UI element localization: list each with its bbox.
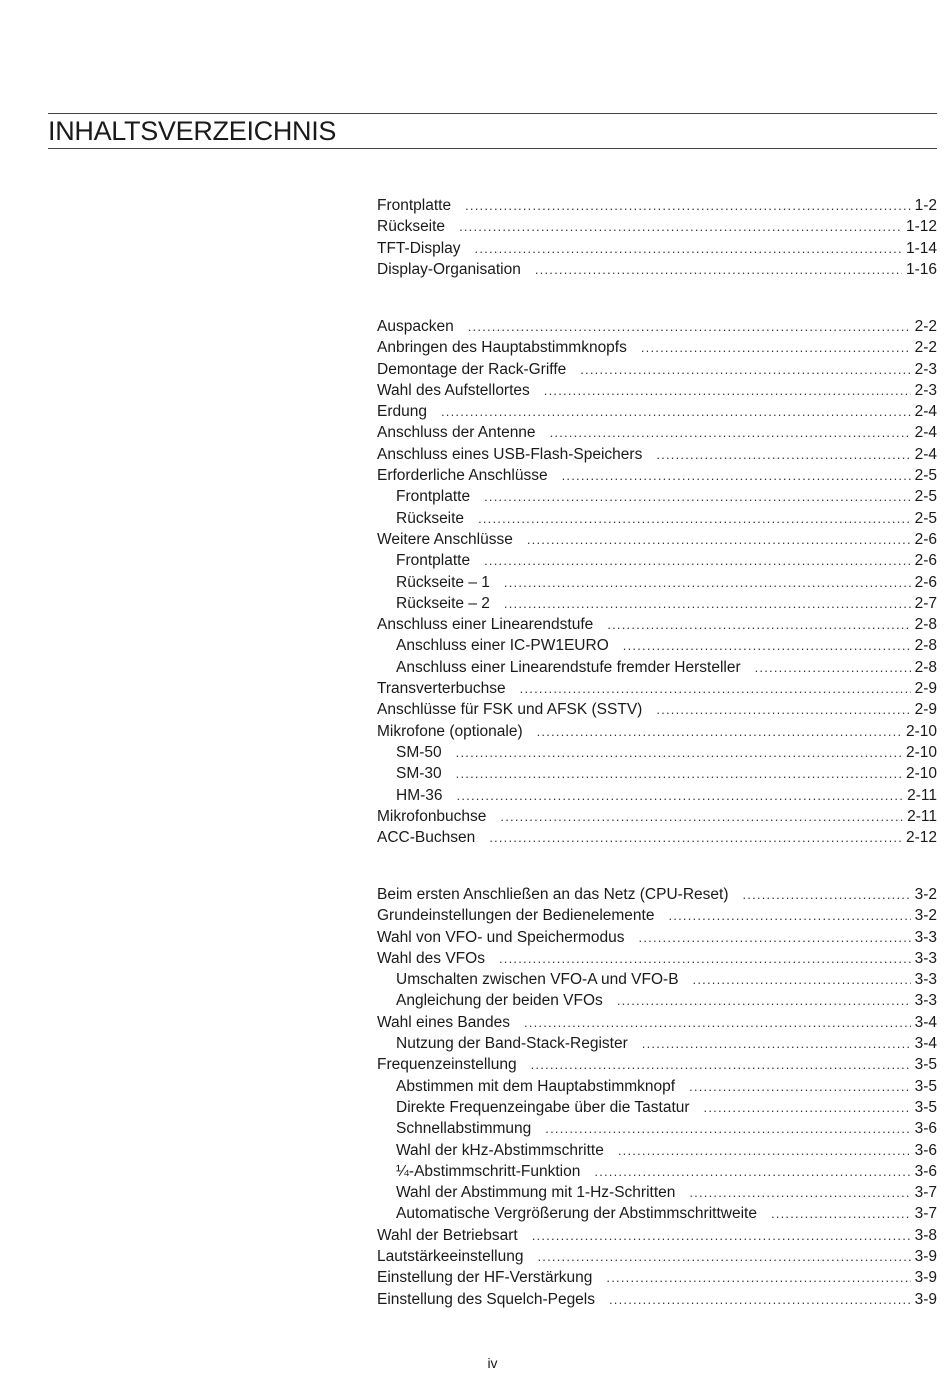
toc-dot-leader — [689, 1076, 910, 1097]
title-block — [48, 113, 937, 149]
toc-entry-page: 2-9 — [914, 680, 937, 698]
toc-entry[interactable] — [377, 1267, 937, 1288]
toc-entry-label: Wahl des Aufstellortes — [377, 381, 530, 399]
toc-dot-leader — [484, 486, 910, 507]
toc-dot-leader — [532, 1225, 911, 1246]
toc-entry-label: Anbringen des Hauptabstimmknopfs — [377, 339, 627, 357]
toc-entry-page: 2-2 — [914, 339, 937, 357]
toc-entry[interactable] — [377, 444, 937, 465]
toc-entry-label: Anschluss einer Linearendstufe fremder Hersteller — [396, 658, 741, 676]
toc-entry[interactable] — [377, 422, 937, 443]
toc-dot-leader — [500, 806, 903, 827]
toc-entry-page: 1-14 — [905, 239, 937, 257]
toc-entry[interactable] — [377, 401, 937, 422]
toc-entry-label: Auspacken — [377, 318, 454, 335]
toc-entry-label: Lautstärkeeinstellung — [377, 1248, 524, 1266]
toc-entry[interactable] — [377, 827, 937, 848]
toc-dot-leader — [531, 1054, 911, 1075]
toc-entry-page: 3-2 — [914, 907, 937, 925]
toc-subentry[interactable] — [377, 593, 937, 614]
toc-entry-label: Frontplatte — [396, 488, 471, 506]
toc-entry-page: 3-3 — [914, 971, 937, 989]
toc-entry[interactable] — [377, 699, 937, 720]
toc-entry-page: 2-12 — [905, 829, 937, 847]
toc-dot-leader — [535, 259, 902, 280]
toc-entry-label: Anschluss einer IC-PW1EURO — [396, 637, 609, 655]
toc-entry[interactable] — [377, 1289, 937, 1310]
toc-entry-page: 2-4 — [914, 403, 937, 421]
toc-entry-page: 3-7 — [914, 1205, 937, 1223]
toc-entry[interactable] — [377, 1225, 937, 1246]
toc-entry-page: 2-4 — [914, 445, 937, 463]
toc-dot-leader — [468, 316, 911, 337]
toc-entry[interactable] — [377, 529, 937, 550]
toc-dot-leader — [656, 444, 910, 465]
toc-entry[interactable] — [377, 465, 937, 486]
toc-entry-page: 3-9 — [914, 1290, 937, 1308]
toc-entry-page: 1-2 — [914, 197, 937, 214]
toc-dot-leader — [524, 1012, 911, 1033]
toc-dot-leader — [623, 635, 911, 656]
toc-entry-label: Demontage der Rack-Griffe — [377, 360, 567, 378]
toc-entry-page: 2-4 — [914, 424, 937, 442]
toc-subentry[interactable] — [377, 1203, 937, 1224]
toc-entry-label: Rückseite – 1 — [396, 573, 490, 591]
toc-entry-label: Schnellabstimmung — [396, 1120, 532, 1138]
toc-dot-leader — [618, 1140, 911, 1161]
toc-entry[interactable] — [377, 216, 937, 237]
toc-entry-label: Wahl von VFO- und Speichermodus — [377, 928, 625, 946]
toc-entry-label: Frontplatte — [396, 552, 471, 570]
toc-entry-page: 3-6 — [914, 1141, 937, 1159]
toc-entry-label: HM-36 — [396, 786, 443, 804]
toc-entry-page: 2-2 — [914, 318, 937, 335]
toc-dot-leader — [689, 1182, 910, 1203]
toc-subentry[interactable] — [377, 635, 937, 656]
toc-entry-page: 2-10 — [905, 765, 937, 783]
toc-entry-label: Mikrofonbuchse — [377, 807, 487, 825]
toc-section-1 — [377, 195, 937, 280]
toc-entry-label: Wahl der Betriebsart — [377, 1226, 518, 1244]
toc-entry-label: Umschalten zwischen VFO-A und VFO-B — [396, 971, 679, 989]
toc-entry-page: 2-5 — [914, 467, 937, 485]
toc-entry-label: TFT-Display — [377, 239, 461, 257]
toc-entry-label: Rückseite – 2 — [396, 594, 490, 612]
toc-section-2 — [377, 316, 937, 848]
toc-subentry[interactable] — [377, 486, 937, 507]
toc-entry-page: 2-5 — [914, 488, 937, 506]
toc-dot-leader — [538, 1246, 911, 1267]
toc-dot-leader — [465, 195, 910, 216]
toc-entry-label: Frontplatte — [377, 197, 452, 214]
toc-subentry[interactable] — [377, 508, 937, 529]
toc-entry-label: Einstellung der HF-Verstärkung — [377, 1269, 593, 1287]
toc-dot-leader — [594, 1161, 910, 1182]
toc-dot-leader — [537, 721, 902, 742]
toc-entry-label: Beim ersten Anschließen an das Netz (CPU-Reset) — [377, 886, 729, 903]
toc-dot-leader — [742, 884, 910, 905]
toc-subentry[interactable] — [377, 990, 937, 1011]
toc-subentry[interactable] — [377, 969, 937, 990]
toc-entry-label: Display-Organisation — [377, 260, 521, 278]
toc-subentry[interactable] — [377, 1140, 937, 1161]
toc-dot-leader — [617, 990, 911, 1011]
toc-entry-page: 3-3 — [914, 949, 937, 967]
toc-entry-label: Nutzung der Band-Stack-Register — [396, 1035, 628, 1053]
toc-dot-leader — [520, 678, 911, 699]
toc-entry-page: 2-6 — [914, 573, 937, 591]
toc-entry-page: 2-8 — [914, 637, 937, 655]
toc-entry-label: Frequenzeinstellung — [377, 1056, 517, 1074]
toc-entry-page: 3-3 — [914, 928, 937, 946]
toc-entry-page: 2-7 — [914, 594, 937, 612]
toc-entry[interactable] — [377, 614, 937, 635]
toc-dot-leader — [504, 572, 911, 593]
toc-entry-page: 3-4 — [914, 1013, 937, 1031]
toc-entry-page: 2-8 — [914, 616, 937, 634]
toc-dot-leader — [771, 1203, 911, 1224]
toc-subentry[interactable] — [377, 742, 937, 763]
toc-subentry[interactable] — [377, 1033, 937, 1054]
toc-dot-leader — [606, 1267, 910, 1288]
toc-subentry[interactable] — [377, 785, 937, 806]
page-number: iv — [487, 1355, 498, 1371]
toc-entry-page: 2-9 — [914, 701, 937, 719]
toc-dot-leader — [504, 593, 911, 614]
toc-entry-label: Wahl der Abstimmung mit 1-Hz-Schritten — [396, 1184, 676, 1202]
toc-entry-page: 1-12 — [905, 218, 937, 236]
toc-dot-leader — [457, 785, 904, 806]
toc-entry-label: SM-50 — [396, 743, 442, 761]
toc-dot-leader — [478, 508, 911, 529]
toc-entry-label: Erforderliche Anschlüsse — [377, 467, 548, 485]
toc-entry-label: Mikrofone (optionale) — [377, 722, 523, 740]
toc-entry-label: Wahl der kHz-Abstimmschritte — [396, 1141, 604, 1159]
toc-dot-leader — [562, 465, 911, 486]
toc-entry-label: Direkte Frequenzeingabe über die Tastatur — [396, 1098, 690, 1116]
toc-entry-page: 2-11 — [907, 786, 937, 804]
toc-entry-label: ACC-Buchsen — [377, 829, 476, 847]
toc-entry-label: Automatische Vergrößerung der Abstimmschrittweite — [396, 1205, 757, 1223]
toc-entry-page: 3-6 — [914, 1120, 937, 1138]
toc-entry[interactable] — [377, 927, 937, 948]
toc-entry-page: 3-5 — [914, 1098, 937, 1116]
toc-dot-leader — [693, 969, 911, 990]
toc-entry-label: SM-30 — [396, 765, 442, 783]
toc-subentry[interactable] — [377, 550, 937, 571]
toc-entry[interactable] — [377, 259, 937, 280]
toc-entry-page: 3-2 — [914, 886, 937, 903]
toc-subentry[interactable] — [377, 1097, 937, 1118]
toc-dot-leader — [668, 905, 910, 926]
toc-entry-page: 2-6 — [914, 530, 937, 548]
toc-entry-label: Anschluss der Antenne — [377, 424, 536, 442]
toc-entry-label: ¼-Abstimmschritt-Funktion — [396, 1162, 581, 1180]
toc-dot-leader — [544, 380, 911, 401]
toc-dot-leader — [499, 948, 911, 969]
toc-subentry[interactable] — [377, 1182, 937, 1203]
toc-entry[interactable] — [377, 316, 937, 337]
toc-entry[interactable] — [377, 359, 937, 380]
toc-subentry[interactable] — [377, 763, 937, 784]
toc-entry-label: Einstellung des Squelch-Pegels — [377, 1290, 595, 1308]
toc-subentry[interactable] — [377, 1118, 937, 1139]
toc-entry[interactable] — [377, 337, 937, 358]
toc-entry-page: 3-6 — [914, 1162, 937, 1180]
toc-entry[interactable] — [377, 1054, 937, 1075]
toc-subentry[interactable] — [377, 1076, 937, 1097]
toc-dot-leader — [475, 238, 902, 259]
toc-dot-leader — [641, 337, 911, 358]
toc-dot-leader — [545, 1118, 910, 1139]
toc-entry-page: 1-16 — [905, 260, 937, 278]
toc-dot-leader — [580, 359, 910, 380]
toc-entry-page: 3-9 — [914, 1269, 937, 1287]
toc-dot-leader — [550, 422, 911, 443]
toc-entry-label: Wahl des VFOs — [377, 949, 485, 967]
toc-subentry[interactable] — [377, 657, 937, 678]
toc-entry-page: 2-3 — [914, 381, 937, 399]
toc-entry-label: Transverterbuchse — [377, 680, 506, 698]
toc-entry[interactable] — [377, 806, 937, 827]
toc-entry-page: 3-4 — [914, 1035, 937, 1053]
toc-dot-leader — [607, 614, 910, 635]
toc-entry[interactable] — [377, 1012, 937, 1033]
toc-dot-leader — [639, 927, 911, 948]
toc-entry-page: 2-11 — [907, 807, 937, 825]
toc-entry[interactable] — [377, 678, 937, 699]
toc-entry-page: 3-5 — [914, 1056, 937, 1074]
toc-entry-page: 3-8 — [914, 1226, 937, 1244]
toc-entry[interactable] — [377, 380, 937, 401]
toc-dot-leader — [656, 699, 910, 720]
toc-entry[interactable] — [377, 948, 937, 969]
toc-entry-label: Anschluss einer Linearendstufe — [377, 616, 594, 634]
toc-entry-label: Grundeinstellungen der Bedienelemente — [377, 907, 655, 925]
toc-entry[interactable] — [377, 884, 937, 905]
toc-dot-leader — [704, 1097, 911, 1118]
toc-dot-leader — [489, 827, 902, 848]
toc-entry-page: 3-7 — [914, 1184, 937, 1202]
toc-entry-label: Anschlüsse für FSK und AFSK (SSTV) — [377, 701, 643, 719]
toc-dot-leader — [527, 529, 911, 550]
toc-entry-label: Angleichung der beiden VFOs — [396, 992, 603, 1010]
toc-entry-page: 2-10 — [905, 743, 937, 761]
toc-dot-leader — [755, 657, 911, 678]
toc-entry-page: 3-5 — [914, 1077, 937, 1095]
toc-entry-page: 2-3 — [914, 360, 937, 378]
toc-entry-page: 2-10 — [905, 722, 937, 740]
toc-entry-page: 3-3 — [914, 992, 937, 1010]
toc-section-3 — [377, 884, 937, 1310]
toc-dot-leader — [441, 401, 911, 422]
toc-entry-page: 2-5 — [914, 509, 937, 527]
toc-dot-leader — [642, 1033, 911, 1054]
toc-entry-page: 2-6 — [914, 552, 937, 570]
toc-entry[interactable] — [377, 195, 937, 216]
toc-entry-label: Weitere Anschlüsse — [377, 530, 513, 548]
page-title: INHALTSVERZEICHNIS — [48, 116, 337, 146]
toc-entry-page: 3-9 — [914, 1248, 937, 1266]
toc-dot-leader — [459, 216, 902, 237]
toc-subentry[interactable] — [377, 572, 937, 593]
toc-entry-label: Wahl eines Bandes — [377, 1013, 510, 1031]
toc-entry-label: Erdung — [377, 403, 427, 421]
toc-entry[interactable] — [377, 905, 937, 926]
toc-entry-label: Abstimmen mit dem Hauptabstimmknopf — [396, 1077, 676, 1095]
toc-entry-label: Rückseite — [377, 218, 446, 236]
toc-dot-leader — [484, 550, 910, 571]
toc-dot-leader — [609, 1289, 911, 1310]
toc-entry-label: Rückseite — [396, 509, 465, 527]
toc-entry[interactable] — [377, 238, 937, 259]
toc-entry[interactable] — [377, 1246, 937, 1267]
toc-entry-page: 2-8 — [914, 658, 937, 676]
toc-dot-leader — [456, 742, 902, 763]
toc-subentry[interactable] — [377, 1161, 937, 1182]
toc-entry[interactable] — [377, 721, 937, 742]
toc-dot-leader — [456, 763, 902, 784]
toc-entry-label: Anschluss eines USB-Flash-Speichers — [377, 445, 643, 463]
